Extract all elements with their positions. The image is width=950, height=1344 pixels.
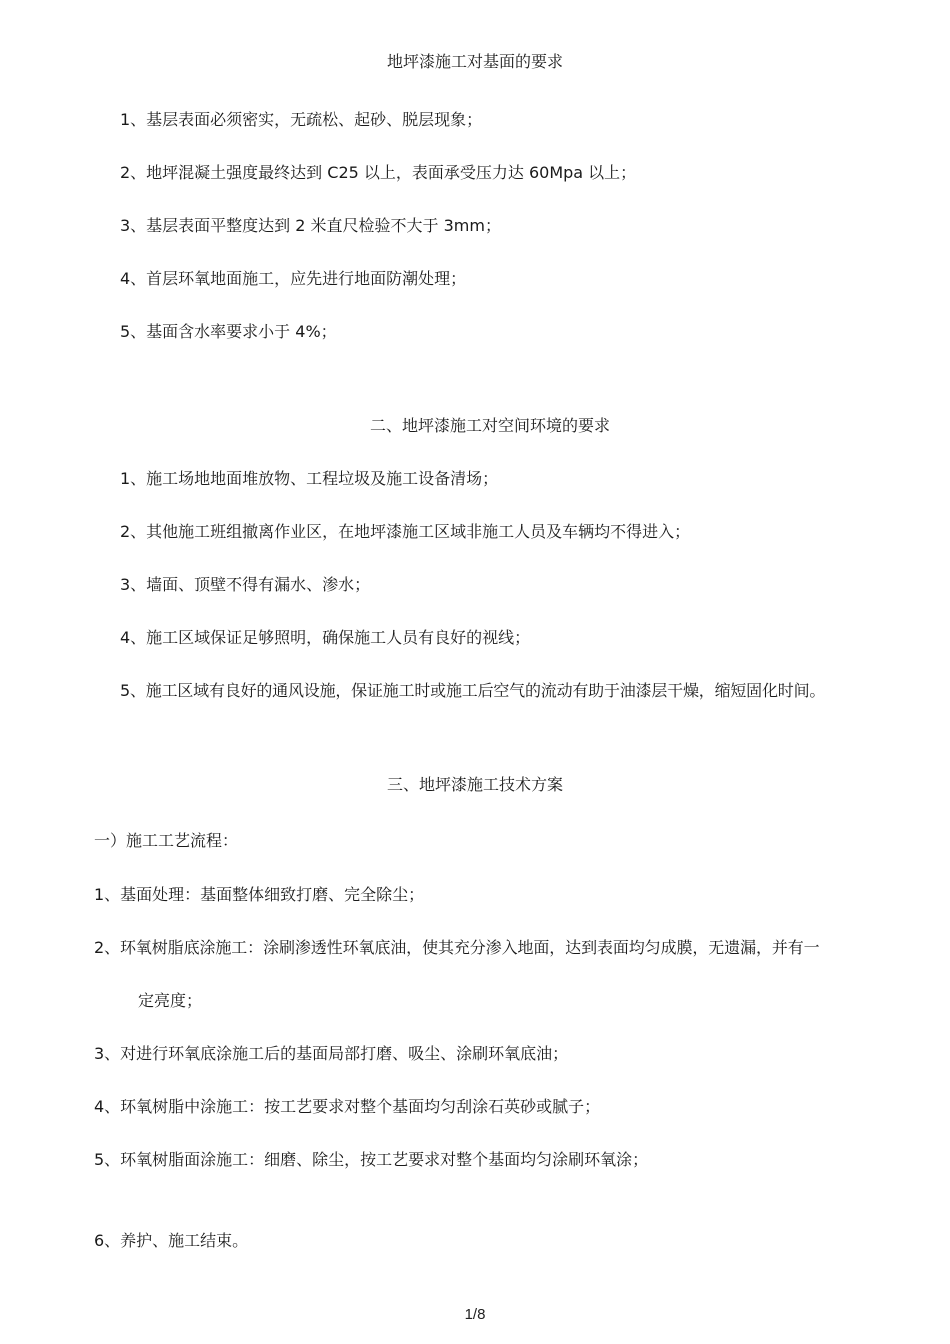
section1-item-1: 1、基层表面必须密实，无疏松、起砂、脱层现象；	[120, 110, 483, 129]
process-step-5: 5、环氧树脂面涂施工：细磨、除尘，按工艺要求对整个基面均匀涂刷环氧涂；	[94, 1150, 649, 1169]
section1-item-2: 2、地坪混凝土强度最终达到 C25 以上，表面承受压力达 60Mpa 以上；	[120, 163, 637, 182]
process-step-2: 2、环氧树脂底涂施工：涂刷渗透性环氧底油，使其充分渗入地面，达到表面均匀成膜，无遗漏，并有一	[94, 938, 820, 957]
section2-item-2: 2、其他施工班组撤离作业区，在地坪漆施工区域非施工人员及车辆均不得进入；	[120, 522, 691, 541]
page-number: 1/8	[464, 1306, 486, 1323]
section1-title: 地坪漆施工对基面的要求	[386, 52, 563, 71]
section2-title: 二、地坪漆施工对空间环境的要求	[369, 416, 610, 435]
section3-title: 三、地坪漆施工技术方案	[386, 775, 563, 794]
section2-item-4: 4、施工区域保证足够照明，确保施工人员有良好的视线；	[120, 628, 531, 647]
process-step-2-continued: 定亮度；	[138, 991, 203, 1010]
process-step-6: 6、养护、施工结束。	[94, 1231, 249, 1250]
section2-item-1: 1、施工场地地面堆放物、工程垃圾及施工设备清场；	[120, 469, 499, 488]
section2-item-5: 5、施工区域有良好的通风设施，保证施工时或施工后空气的流动有助于油漆层干燥，缩短固化时间。	[120, 681, 826, 700]
section1-item-4: 4、首层环氧地面施工，应先进行地面防潮处理；	[120, 269, 467, 288]
process-step-3: 3、对进行环氧底涂施工后的基面局部打磨、吸尘、涂刷环氧底油；	[94, 1044, 569, 1063]
process-step-4: 4、环氧树脂中涂施工：按工艺要求对整个基面均匀刮涂石英砂或腻子；	[94, 1097, 601, 1116]
process-step-1: 1、基面处理：基面整体细致打磨、完全除尘；	[94, 885, 425, 904]
section2-item-3: 3、墙面、顶壁不得有漏水、渗水；	[120, 575, 371, 594]
section1-item-5: 5、基面含水率要求小于 4%；	[120, 322, 337, 341]
section3-subtitle: 一）施工工艺流程：	[94, 831, 239, 850]
section1-item-3: 3、基层表面平整度达到 2 米直尺检验不大于 3mm；	[120, 216, 501, 235]
